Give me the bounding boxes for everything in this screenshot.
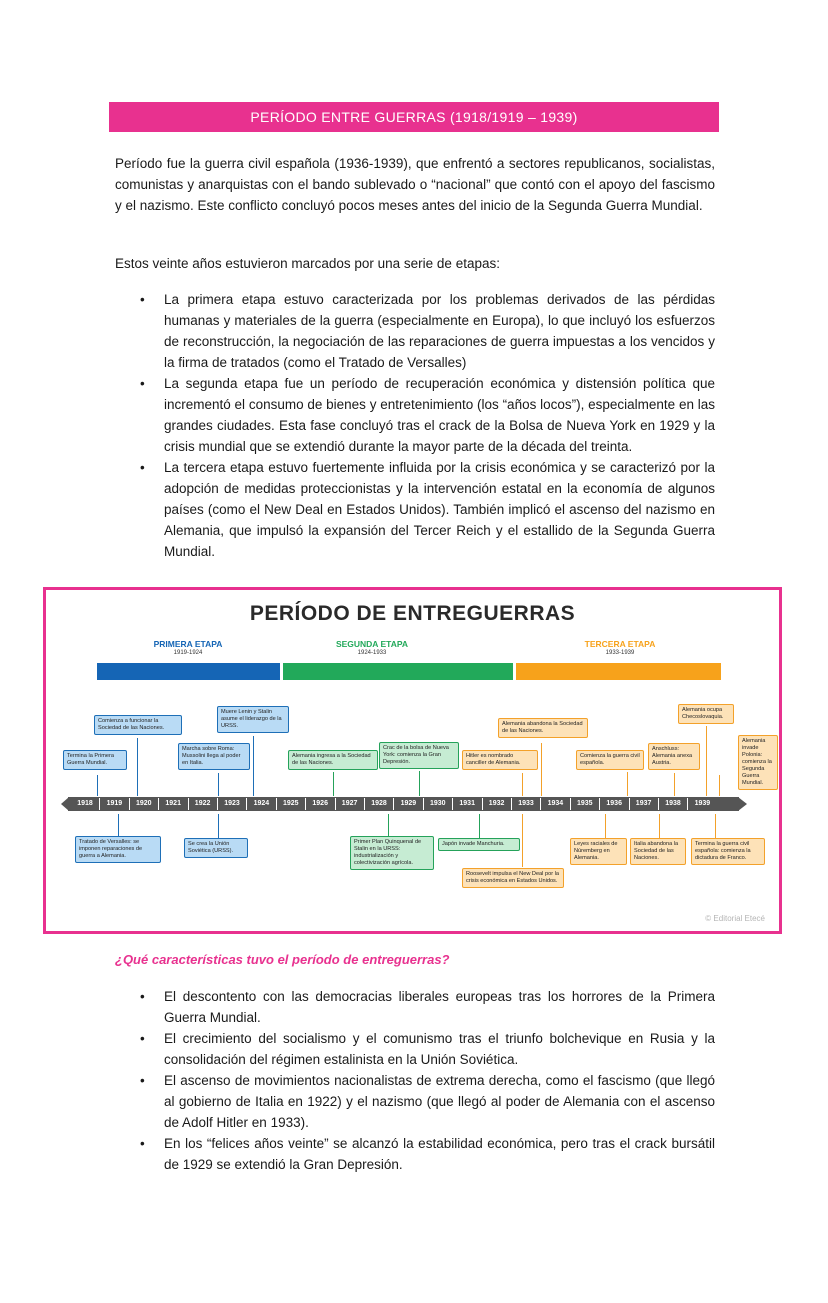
phase-2-years: 1924-1933 xyxy=(357,650,387,656)
year-label: 1929 xyxy=(400,800,417,807)
year-label: 1922 xyxy=(194,800,211,807)
connector xyxy=(253,736,254,796)
connector xyxy=(659,814,660,838)
timeline-arrow-right-icon xyxy=(738,797,747,811)
year-label: 1924 xyxy=(253,800,270,807)
bullet-icon: • xyxy=(140,292,145,307)
event-box: Comienza a funcionar la Sociedad de las Naciones. xyxy=(94,715,182,735)
list-item: • La segunda etapa fue un período de recuperación económica y distensión política que incrementó el consumo de bienes y entretenimiento (los “años locos”), especialmente en las grandes ciudades. Esta fase concluyó tras el crack de la Bolsa de Nueva York en 1929 y la crisis mundial que se extendió durante la mayor parte de la década del treinta. xyxy=(135,373,715,457)
year-separator xyxy=(687,798,688,810)
year-separator xyxy=(99,798,100,810)
connector xyxy=(333,772,334,796)
event-box: Alemania invade Polonia: comienza la Segunda Guerra Mundial. xyxy=(738,735,778,790)
event-box: Hitler es nombrado canciller de Alemania. xyxy=(462,750,538,770)
year-label: 1920 xyxy=(136,800,152,807)
bullet-icon: • xyxy=(140,376,145,391)
characteristics-list xyxy=(135,986,715,1175)
timeline-infographic xyxy=(43,587,782,934)
event-box: Primer Plan Quinquenal de Stalin en la URSS: industrialización y colectivización agrícola. xyxy=(350,836,434,870)
bullet-icon: • xyxy=(140,989,145,1004)
credit: © Editorial Etecé xyxy=(705,914,765,923)
year-label: 1939 xyxy=(694,800,711,807)
phase-2-name: SEGUNDA ETAPA xyxy=(335,639,409,649)
event-box: Italia abandona la Sociedad de las Naciones. xyxy=(630,838,686,865)
year-label: 1937 xyxy=(635,800,652,807)
phase-3-name: TERCERA ETAPA xyxy=(584,639,656,649)
event-box: Roosevelt impulsa el New Deal por la crisis económica en Estados Unidos. xyxy=(462,868,564,888)
infographic-title: PERÍODO DE ENTREGUERRAS xyxy=(249,602,576,625)
list-item: • El crecimiento del socialismo y el comunismo tras el triunfo bolchevique en Rusia y la consolidación del régimen estalinista en la Unión Soviética. xyxy=(135,1028,715,1070)
intro-paragraph: Período fue la guerra civil española (1936-1939), que enfrentó a sectores republicanos, socialistas, comunistas y anarquistas con el bando sublevado o “nacional” que contó con el apoyo del fascismo y el nazismo. Este conflicto concluyó pocos meses antes del inicio de la Segunda Guerra Mundial. xyxy=(115,156,715,213)
bullet-icon: • xyxy=(140,460,145,475)
year-label: 1934 xyxy=(547,800,564,807)
year-separator xyxy=(599,798,600,810)
connector xyxy=(218,814,219,838)
year-separator xyxy=(423,798,424,810)
section-banner: PERÍODO ENTRE GUERRAS (1918/1919 – 1939) xyxy=(109,102,719,132)
phase-3-bar xyxy=(516,663,721,680)
section-question: ¿Qué características tuvo el período de entreguerras? xyxy=(115,952,450,967)
year-label: 1927 xyxy=(341,800,358,807)
year-separator xyxy=(276,798,277,810)
event-box: Termina la Primera Guerra Mundial. xyxy=(63,750,127,770)
year-separator xyxy=(482,798,483,810)
connector xyxy=(479,814,480,838)
connector xyxy=(522,814,523,867)
event-box: Comienza la guerra civil española. xyxy=(576,750,644,770)
event-box: Muere Lenin y Stalin asume el liderazgo de la URSS. xyxy=(217,706,289,733)
connector xyxy=(388,814,389,836)
connector xyxy=(419,771,420,796)
event-box: Termina la guerra civil española: comienza la dictadura de Franco. xyxy=(691,838,765,865)
bullet-icon: • xyxy=(140,1136,145,1151)
event-box: Japón invade Manchuria. xyxy=(438,838,520,851)
connector xyxy=(627,772,628,796)
event-box: Alemania ingresa a la Sociedad de las Naciones. xyxy=(288,750,378,770)
connector xyxy=(674,773,675,796)
list-item: • La primera etapa estuvo caracterizada por los problemas derivados de las pérdidas humanas y materiales de la guerra (especialmente en Europa), lo que incluyó los esfuerzos de reconstrucción, la negociación de las reparaciones de guerra impuestas a los vencidos y la firma de tratados (como el Tratado de Versalles) xyxy=(135,289,715,373)
list-item: • La tercera etapa estuvo fuertemente influida por la crisis económica y se caracterizó por la adopción de medidas proteccionistas y la intervención estatal en la economía de algunos países (como el New Deal en Estados Unidos). También implicó el ascenso del nazismo en Alemania, que impulsó la expansión del Tercer Reich y el estallido de la Segunda Guerra Mundial. xyxy=(135,457,715,562)
year-separator xyxy=(393,798,394,810)
event-box: Leyes raciales de Núremberg en Alemania. xyxy=(570,838,627,865)
event-box: Alemania ocupa Checoslovaquia. xyxy=(678,704,734,724)
bullet-icon: • xyxy=(140,1031,145,1046)
year-label: 1928 xyxy=(371,800,387,807)
phase-2-bar xyxy=(283,663,513,680)
year-label: 1921 xyxy=(165,800,181,807)
stages-intro: Estos veinte años estuvieron marcados por una serie de etapas: xyxy=(115,256,500,271)
year-separator xyxy=(305,798,306,810)
year-label: 1919 xyxy=(106,800,123,807)
year-label: 1938 xyxy=(665,800,681,807)
year-separator xyxy=(540,798,541,810)
stages-list xyxy=(135,289,715,562)
connector xyxy=(97,775,98,796)
event-box: Crac de la bolsa de Nueva York: comienza la Gran Depresión. xyxy=(379,742,459,769)
phase-3-years: 1933-1939 xyxy=(605,650,635,656)
year-separator xyxy=(570,798,571,810)
year-separator xyxy=(158,798,159,810)
bullet-icon: • xyxy=(140,1073,145,1088)
event-box: Marcha sobre Roma: Mussolini llega al poder en Italia. xyxy=(178,743,250,770)
event-box: Alemania abandona la Sociedad de las Naciones. xyxy=(498,718,588,738)
year-label: 1932 xyxy=(488,800,505,807)
year-separator xyxy=(629,798,630,810)
year-separator xyxy=(335,798,336,810)
list-item: • El ascenso de movimientos nacionalistas de extrema derecha, como el fascismo (que llegó al gobierno de Italia en 1922) y el nazismo (que llegó al poder de Alemania con el ascenso de Adolf Hitler en 1933). xyxy=(135,1070,715,1133)
year-separator xyxy=(364,798,365,810)
year-label: 1926 xyxy=(312,800,328,807)
phase-1-years: 1919-1924 xyxy=(173,650,203,656)
year-separator xyxy=(217,798,218,810)
year-separator xyxy=(511,798,512,810)
phase-1-name: PRIMERA ETAPA xyxy=(153,639,223,649)
year-label: 1931 xyxy=(459,800,475,807)
year-label: 1925 xyxy=(283,800,299,807)
connector xyxy=(715,814,716,838)
connector xyxy=(118,814,119,836)
connector xyxy=(522,773,523,796)
connector xyxy=(719,775,720,796)
year-separator xyxy=(452,798,453,810)
year-separator xyxy=(658,798,659,810)
year-label: 1936 xyxy=(606,800,622,807)
year-label: 1933 xyxy=(518,800,534,807)
event-box: Anschluss: Alemania anexa Austria. xyxy=(648,743,700,770)
connector xyxy=(706,726,707,796)
connector xyxy=(605,814,606,838)
year-separator xyxy=(129,798,130,810)
year-label: 1923 xyxy=(224,800,240,807)
list-item: • En los “felices años veinte” se alcanzó la estabilidad económica, pero tras el crack bursátil de 1929 se extendió la Gran Depresión. xyxy=(135,1133,715,1175)
connector xyxy=(541,743,542,796)
year-label: 1930 xyxy=(430,800,446,807)
connector xyxy=(137,738,138,796)
event-box: Tratado de Versalles: se imponen reparaciones de guerra a Alemania. xyxy=(75,836,161,863)
phase-1-bar xyxy=(97,663,280,680)
year-separator xyxy=(246,798,247,810)
year-label: 1918 xyxy=(77,800,93,807)
year-label: 1935 xyxy=(577,800,593,807)
event-box: Se crea la Unión Soviética (URSS). xyxy=(184,838,248,858)
year-separator xyxy=(188,798,189,810)
connector xyxy=(218,773,219,796)
list-item: • El descontento con las democracias liberales europeas tras los horrores de la Primera Guerra Mundial. xyxy=(135,986,715,1028)
